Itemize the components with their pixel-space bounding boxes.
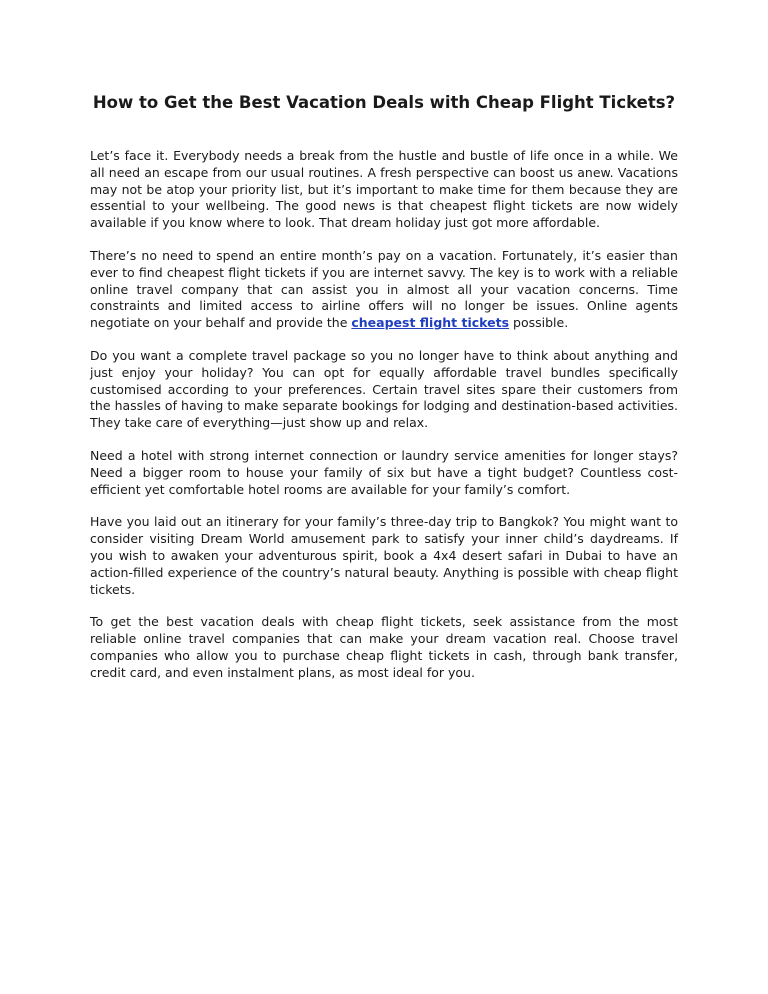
paragraph-2-text-before: There’s no need to spend an entire month’s pay on a vacation. Fortunately, it’s easier than ever to find cheapest flight tickets if you are internet savvy. The key is to work with a reliable online travel company that can assist you in almost all your vacation concerns. Time constraints and limited access to airline offers will no longer be issues. Online agents negotiate on your behalf and provide the: [90, 247, 678, 331]
document-body: [90, 148, 678, 698]
paragraph-3: Do you want a complete travel package so you no longer have to think about anything and just enjoy your holiday? You can opt for equally affordable travel bundles specifically customised according to your preferences. Certain travel sites spare their customers from the hassles of having to make separate bookings for lodging and destination-based activities. They take care of everything—just show up and relax.: [90, 347, 678, 431]
document-title: How to Get the Best Vacation Deals with Cheap Flight Tickets?: [92, 93, 676, 112]
cheapest-flight-tickets-link[interactable]: cheapest flight tickets: [351, 315, 510, 331]
paragraph-2: [90, 248, 678, 332]
paragraph-5: Have you laid out an itinerary for your family’s three-day trip to Bangkok? You might want to consider visiting Dream World amusement park to satisfy your inner child’s daydreams. If you wish to awaken your adventurous spirit, book a 4x4 desert safari in Dubai to have an action-filled experience of the country’s natural beauty. Anything is possible with cheap flight tickets.: [90, 514, 678, 597]
paragraph-6: To get the best vacation deals with cheap flight tickets, seek assistance from the most reliable online travel companies that can make your dream vacation real. Choose travel companies who allow you to purchase cheap flight tickets in cash, through bank transfer, credit card, and even instalment plans, as most ideal for you.: [90, 614, 678, 680]
paragraph-1: Let’s face it. Everybody needs a break from the hustle and bustle of life once in a while. We all need an escape from our usual routines. A fresh perspective can boost us anew. Vacations may not be atop your priority list, but it’s important to make time for them because they are essential to your wellbeing. The good news is that cheapest flight tickets are now widely available if you know where to look. That dream holiday just got more affordable.: [90, 148, 678, 231]
paragraph-4: Need a hotel with strong internet connection or laundry service amenities for longer stays? Need a bigger room to house your family of six but have a tight budget? Countless cost-efficient yet comfortable hotel rooms are available for your family’s comfort.: [90, 447, 678, 497]
paragraph-2-text-after: possible.: [509, 315, 569, 331]
